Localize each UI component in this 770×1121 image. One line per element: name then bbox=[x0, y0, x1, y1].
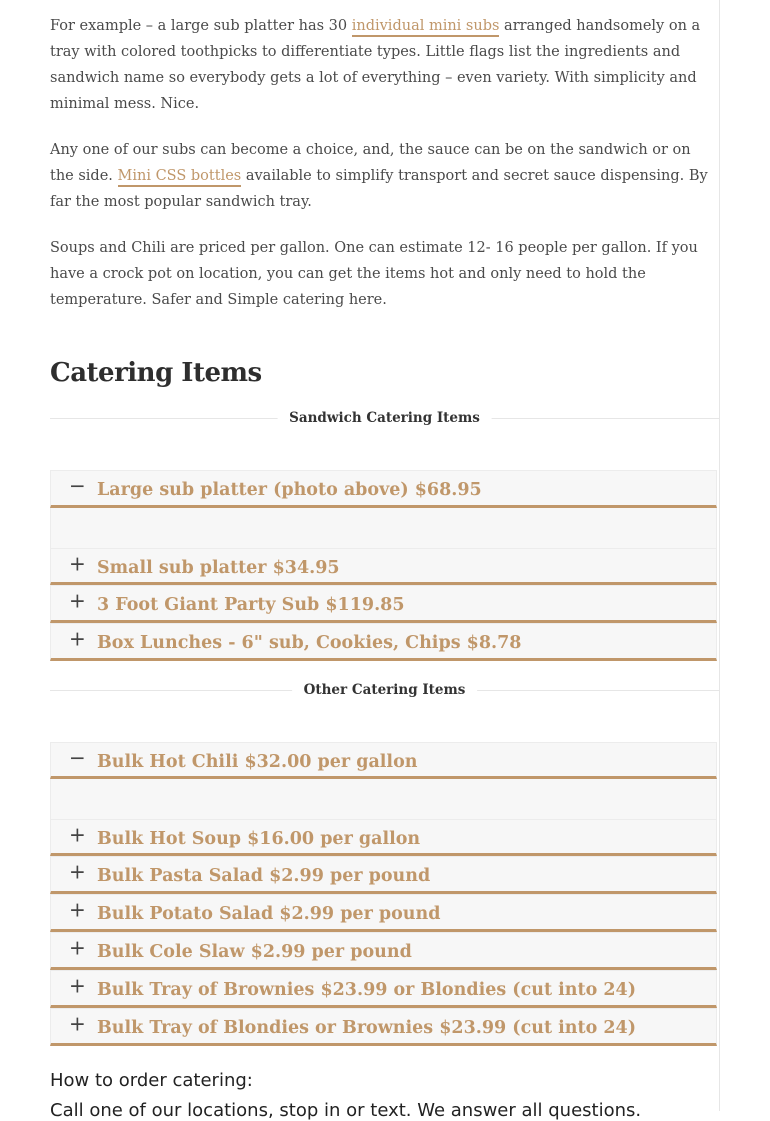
accordion-header[interactable] bbox=[51, 933, 716, 967]
how-to-order-heading: How to order catering: bbox=[50, 1070, 253, 1091]
accordion-header[interactable] bbox=[51, 586, 716, 620]
accordion-title[interactable]: Bulk Hot Soup $16.00 per gallon bbox=[97, 828, 421, 849]
plus-icon: + bbox=[69, 588, 86, 613]
intro-paragraph-1 bbox=[50, 13, 710, 117]
accordion-header[interactable] bbox=[51, 1009, 716, 1043]
accordion-panel-bulk-hot-chili bbox=[50, 779, 717, 819]
minus-icon: − bbox=[69, 473, 86, 498]
accordion-header[interactable] bbox=[51, 820, 716, 853]
intro-text: For example – a large sub platter has 30 bbox=[50, 18, 352, 34]
accordion-title[interactable]: Bulk Potato Salad $2.99 per pound bbox=[97, 904, 441, 924]
accordion-header[interactable] bbox=[51, 743, 716, 776]
accordion-title[interactable]: Box Lunches - 6" sub, Cookies, Chips $8.78 bbox=[97, 633, 522, 653]
sandwich-section-divider bbox=[50, 408, 719, 428]
accordion-header[interactable] bbox=[51, 971, 716, 1005]
plus-icon: + bbox=[69, 626, 86, 651]
accordion-item-box-lunches[interactable] bbox=[50, 623, 717, 661]
intro-text: arranged handsomely on a tray with colored toothpicks to differentiate types. Little flags list the ingredients and sandwich name so everybody gets a lot of everything – even variety. With simplicity and minimal mess. Nice. bbox=[50, 18, 701, 112]
accordion-item-small-sub-platter[interactable] bbox=[50, 548, 717, 585]
minus-icon: − bbox=[69, 745, 86, 770]
plus-icon: + bbox=[69, 551, 86, 576]
accordion-title[interactable]: Bulk Pasta Salad $2.99 per pound bbox=[97, 866, 431, 886]
accordion-title[interactable]: Bulk Cole Slaw $2.99 per pound bbox=[97, 942, 412, 962]
catering-items-heading: Catering Items bbox=[50, 358, 262, 388]
sandwich-accordion bbox=[50, 470, 719, 661]
plus-icon: + bbox=[69, 859, 86, 884]
accordion-title[interactable]: Bulk Hot Chili $32.00 per gallon bbox=[97, 751, 418, 772]
plus-icon: + bbox=[69, 822, 86, 847]
accordion-title[interactable]: Bulk Tray of Brownies $23.99 or Blondies (cut into 24) bbox=[97, 980, 636, 1000]
accordion-item-bulk-pasta-salad[interactable] bbox=[50, 856, 717, 894]
plus-icon: + bbox=[69, 1011, 86, 1036]
accordion-panel-large-sub-platter bbox=[50, 508, 717, 548]
intro-paragraph-2 bbox=[50, 137, 710, 215]
accordion-title[interactable]: Small sub platter $34.95 bbox=[97, 557, 340, 578]
accordion-title[interactable]: 3 Foot Giant Party Sub $119.85 bbox=[97, 595, 405, 615]
accordion-item-bulk-hot-soup[interactable] bbox=[50, 819, 717, 856]
accordion-header[interactable] bbox=[51, 624, 716, 658]
accordion-item-bulk-tray-blondies[interactable] bbox=[50, 1008, 717, 1046]
accordion-title[interactable]: Large sub platter (photo above) $68.95 bbox=[97, 480, 482, 500]
individual-mini-subs-link[interactable]: individual mini subs bbox=[352, 18, 500, 37]
accordion-header[interactable] bbox=[51, 549, 716, 582]
other-section-title: Other Catering Items bbox=[292, 680, 478, 700]
sandwich-section-title: Sandwich Catering Items bbox=[277, 408, 492, 428]
accordion-item-giant-party-sub[interactable] bbox=[50, 585, 717, 623]
accordion-header[interactable] bbox=[51, 471, 716, 505]
intro-text: Any one of our subs can become a choice, and, the sauce can be on the sandwich or on the side. bbox=[50, 142, 691, 184]
mini-css-bottles-link[interactable]: Mini CSS bottles bbox=[118, 168, 242, 187]
plus-icon: + bbox=[69, 897, 86, 922]
intro-text: available to simplify transport and secret sauce dispensing. By far the most popular sandwich tray. bbox=[50, 168, 708, 210]
other-section-divider bbox=[50, 680, 719, 700]
accordion-title[interactable]: Bulk Tray of Blondies or Brownies $23.99 (cut into 24) bbox=[97, 1018, 636, 1038]
plus-icon: + bbox=[69, 935, 86, 960]
accordion-header[interactable] bbox=[51, 895, 716, 929]
plus-icon: + bbox=[69, 973, 86, 998]
content-right-border bbox=[719, 0, 720, 1111]
accordion-item-bulk-potato-salad[interactable] bbox=[50, 894, 717, 932]
other-accordion bbox=[50, 742, 719, 1046]
accordion-header[interactable] bbox=[51, 857, 716, 891]
how-to-order-text: Call one of our locations, stop in or text. We answer all questions. bbox=[50, 1100, 642, 1121]
accordion-item-bulk-cole-slaw[interactable] bbox=[50, 932, 717, 970]
intro-paragraph-3: Soups and Chili are priced per gallon. One can estimate 12- 16 people per gallon. If you have a crock pot on location, you can get the items hot and only need to hold the temperature. Safer and Simple catering here. bbox=[50, 240, 698, 308]
accordion-item-bulk-tray-brownies[interactable] bbox=[50, 970, 717, 1008]
accordion-item-bulk-hot-chili[interactable] bbox=[50, 742, 717, 779]
accordion-item-large-sub-platter[interactable] bbox=[50, 470, 717, 508]
